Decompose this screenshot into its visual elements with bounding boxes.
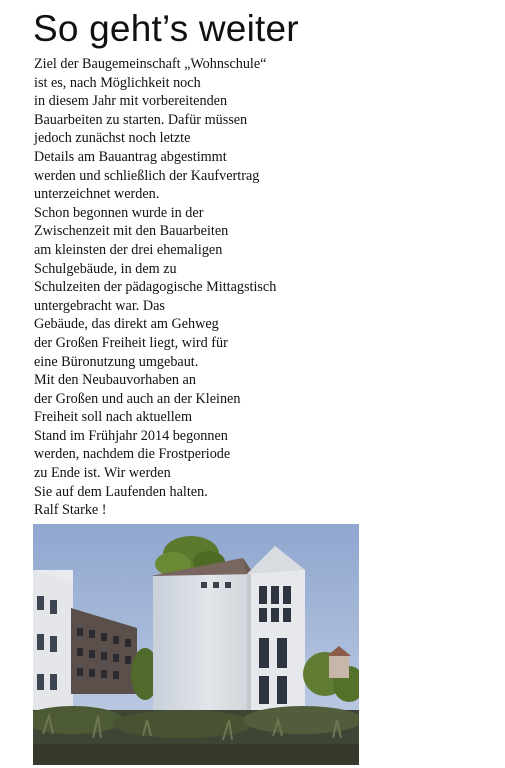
article-line: Schulgebäude, in dem zu	[34, 260, 177, 277]
article-line: Zwischenzeit mit den Bauarbeiten	[34, 223, 229, 240]
article-line: der Großen Freiheit liegt, wird für	[34, 334, 228, 351]
article-line: Bauarbeiten zu starten. Dafür müssen	[34, 111, 248, 128]
article-line: ist es, nach Möglichkeit noch	[34, 74, 201, 91]
article-line: zu Ende ist. Wir werden	[34, 465, 171, 482]
left-building	[33, 570, 73, 720]
signature-line: Ralf Starke !	[34, 502, 107, 519]
main-building	[151, 546, 305, 720]
article-line: Ziel der Baugemeinschaft „Wohnschule“	[34, 56, 267, 72]
article-line: Schulzeiten der pädagogische Mittagstisch	[34, 279, 277, 296]
foreground-vegetation	[33, 706, 359, 765]
article-line: untergebracht war. Das	[34, 297, 165, 314]
article-line: Gebäude, das direkt am Gehweg	[34, 316, 219, 333]
school-building-illustration	[33, 524, 359, 765]
article-line: Freiheit soll nach aktuellem	[34, 409, 192, 426]
article-line: in diesem Jahr mit vorbereitenden	[34, 93, 228, 110]
article-line: jedoch zunächst noch letzte	[34, 130, 191, 147]
article-line: am kleinsten der drei ehemaligen	[34, 241, 223, 258]
article-line: Details am Bauantrag abgestimmt	[34, 148, 227, 165]
page-title: So geht’s weiter	[33, 8, 299, 49]
article-body	[34, 55, 354, 520]
article-line: Stand im Frühjahr 2014 begonnen	[34, 427, 228, 444]
article-line: Schon begonnen wurde in der	[34, 204, 204, 221]
article-line: Sie auf dem Laufenden halten.	[34, 483, 208, 500]
article-line: eine Büronutzung umgebaut.	[34, 353, 199, 370]
article-line: werden, nachdem die Frostperiode	[34, 446, 231, 463]
article-line: Mit den Neubauvorhaben an	[34, 372, 196, 389]
article-line: der Großen und auch an der Kleinen	[34, 390, 241, 407]
school-building-photo	[33, 524, 359, 765]
article-line: unterzeichnet werden.	[34, 186, 160, 203]
article-line: werden und schließlich der Kaufvertrag	[34, 167, 260, 184]
